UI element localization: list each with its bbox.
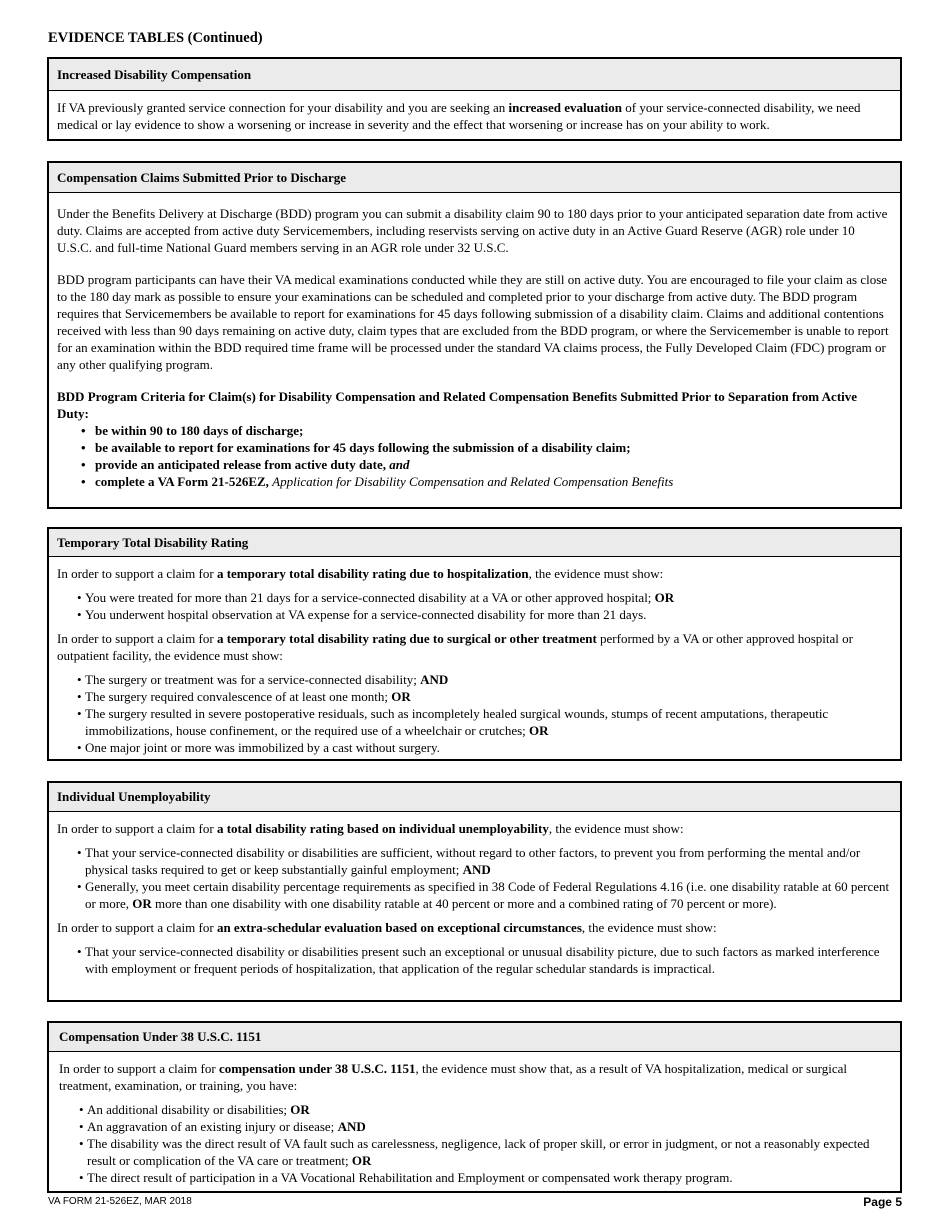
list-item xyxy=(57,456,892,473)
section-title-text: Compensation Under 38 U.S.C. 1151 xyxy=(59,1029,262,1044)
emphasis: and xyxy=(389,457,410,472)
paragraph xyxy=(57,630,892,664)
list-item xyxy=(57,473,892,490)
emphasis: AND xyxy=(420,672,449,687)
emphasis: a temporary total disability rating due to hospitalization xyxy=(216,566,529,581)
text: The surgery or treatment was for a service-connected disability; xyxy=(85,672,421,687)
section-body xyxy=(49,91,900,133)
text: The surgery required convalescence of at least one month; xyxy=(85,689,392,704)
section-title-text: Compensation Claims Submitted Prior to Discharge xyxy=(57,169,347,185)
list-item xyxy=(57,671,892,688)
criteria-list xyxy=(57,422,892,490)
evidence-list xyxy=(57,943,892,977)
text: In order to support a claim for xyxy=(59,1061,219,1076)
paragraph xyxy=(57,820,892,837)
emphasis: OR xyxy=(290,1102,310,1117)
evidence-list xyxy=(59,1101,892,1186)
emphasis: increased evaluation xyxy=(508,100,623,115)
list-item: • be within 90 to 180 days of discharge; xyxy=(57,422,892,439)
text: In order to support a claim for xyxy=(57,566,217,581)
section-increased-disability xyxy=(47,57,902,141)
list-item xyxy=(59,1135,892,1169)
text: performed by a VA or other approved hospital or outpatient facility, the evidence must show: xyxy=(57,631,853,663)
section-title xyxy=(49,59,900,91)
text: In order to support a claim for xyxy=(57,631,217,646)
list-item: • One major joint or more was immobilized by a cast without surgery. xyxy=(57,739,892,756)
list-item xyxy=(57,844,892,878)
evidence-list xyxy=(57,671,892,756)
list-item xyxy=(59,1101,892,1118)
section-title-text: Temporary Total Disability Rating xyxy=(57,534,249,550)
paragraph: BDD program participants can have their VA medical examinations conducted while they are still on active duty. You are encouraged to file your claim as close to the 180 day mark as possible to ensure your examinations can be scheduled and completed prior to your discharge from active duty. The BDD program requires that Servicemembers be available to report for examinations for 45 days following submission of a disability claim. Claims and additional contentions received with less than 90 days remaining on active duty, claim types that are excluded from the BDD program, or where the Servicemember is unable to report for an examination within the BDD required time frame will be processed under the standard VA claims process, the Fully Developed Claim (FDC) program or any other qualifying program. xyxy=(57,272,889,372)
text: , the evidence must show: xyxy=(581,920,717,935)
text: An additional disability or disabilities; xyxy=(87,1102,291,1117)
section-compensation-1151 xyxy=(47,1021,902,1193)
list-item: • You underwent hospital observation at VA expense for a service-connected disability for more than 21 days. xyxy=(57,606,892,623)
text: Generally, you meet certain disability percentage requirements as specified in 38 Code of Federal Regulations 4.16 (i.e. one disability ratable at 60 percent or more, xyxy=(85,879,890,911)
text: The disability was the direct result of VA fault such as carelessness, negligence, lack of proper skill, or error in judgment, or not a reasonably expected result or complication of the VA care or treatment; xyxy=(87,1136,870,1168)
text: In order to support a claim for xyxy=(57,920,217,935)
section-title-text: Increased Disability Compensation xyxy=(57,66,252,82)
list-item xyxy=(57,688,892,705)
section-title xyxy=(49,163,900,193)
page-number: Page 5 xyxy=(863,1195,902,1209)
emphasis: OR xyxy=(529,723,549,738)
form-identifier: VA FORM 21-526EZ, MAR 2018 xyxy=(48,1196,192,1207)
emphasis: a temporary total disability rating due to surgical or other treatment xyxy=(216,631,597,646)
emphasis: compensation under 38 U.S.C. 1151 xyxy=(218,1061,416,1076)
page-heading: EVIDENCE TABLES (Continued) xyxy=(48,30,263,46)
emphasis: an extra-schedular evaluation based on exceptional circumstances xyxy=(216,920,582,935)
text: , the evidence must show: xyxy=(548,821,684,836)
paragraph xyxy=(57,565,892,582)
text: The surgery resulted in severe postoperative residuals, such as incompletely healed surgical wounds, stumps of recent amputations, therapeutic immobilizations, house confinement, or the required use of a wheelchair or crutches; xyxy=(85,706,829,738)
list-item xyxy=(57,878,892,912)
paragraph xyxy=(57,99,892,133)
text: , the evidence must show: xyxy=(528,566,664,581)
list-item: • That your service-connected disability or disabilities present such an exceptional or unusual disability picture, due to such factors as marked interference with employment or frequent periods of hospitalization, that application of the regular schedular standards is impractical. xyxy=(57,943,892,977)
list-item: • be available to report for examinations for 45 days following the submission of a disability claim; xyxy=(57,439,892,456)
emphasis: OR xyxy=(132,896,152,911)
paragraph xyxy=(57,919,892,936)
emphasis: a total disability rating based on individual unemployability xyxy=(216,821,549,836)
section-title-text: Individual Unemployability xyxy=(57,789,211,804)
section-body xyxy=(49,812,900,977)
section-body xyxy=(49,557,900,756)
paragraph: Under the Benefits Delivery at Discharge (BDD) program you can submit a disability claim 90 to 180 days prior to your anticipated separation date from active duty. Claims are accepted from active duty Servicemembers, including reservists serving on active duty in an Active Guard Reserve (AGR) role under 10 U.S.C. and full-time National Guard members serving in an AGR role under 32 U.S.C. xyxy=(57,206,888,255)
text: of your service-connected disability, we need medical or lay evidence to show a worsening or increase in severity and the effect that worsening or increase has on your ability to work. xyxy=(57,100,861,132)
text: That your service-connected disability or disabilities are sufficient, without regard to other factors, to prevent you from performing the mental and/or physical tasks required to get or keep substantially gainful employment; xyxy=(85,845,861,877)
section-title xyxy=(49,783,900,812)
evidence-list xyxy=(57,589,892,623)
section-individual-unemployability xyxy=(47,781,902,1002)
list-item: • The direct result of participation in a VA Vocational Rehabilitation and Employment or compensated work therapy program. xyxy=(59,1169,892,1186)
emphasis: OR xyxy=(351,1153,372,1168)
text: more than one disability with one disability ratable at 40 percent or more and a combined rating of 70 percent or more). xyxy=(151,896,777,911)
emphasis: AND xyxy=(462,862,491,877)
form-title: Application for Disability Compensation and Related Compensation Benefits xyxy=(272,474,674,489)
section-title xyxy=(49,1023,900,1052)
text: complete a VA Form 21-526EZ, xyxy=(95,474,273,489)
list-item xyxy=(57,705,892,739)
criteria-title: BDD Program Criteria for Claim(s) for Disability Compensation and Related Compensation Benefits Submitted Prior to Separation from Active Duty: xyxy=(57,389,858,421)
paragraph xyxy=(59,1060,892,1094)
text: provide an anticipated release from active duty date, xyxy=(95,457,390,472)
section-body xyxy=(49,193,900,490)
list-item xyxy=(57,589,892,606)
text: An aggravation of an existing injury or disease; xyxy=(87,1119,338,1134)
emphasis: OR xyxy=(654,590,675,605)
list-item xyxy=(59,1118,892,1135)
text: You were treated for more than 21 days for a service-connected disability at a VA or other approved hospital; xyxy=(85,590,655,605)
section-body xyxy=(49,1052,900,1186)
text: If VA previously granted service connection for your disability and you are seeking an xyxy=(57,100,509,115)
emphasis: OR xyxy=(391,689,411,704)
evidence-list xyxy=(57,844,892,912)
text: In order to support a claim for xyxy=(57,821,217,836)
section-bdd-claims xyxy=(47,161,902,509)
text: , the evidence must show that, as a result of VA hospitalization, medical or surgical treatment, examination, or training, you have: xyxy=(59,1061,847,1093)
section-title xyxy=(49,529,900,557)
emphasis: AND xyxy=(337,1119,366,1134)
section-temporary-total xyxy=(47,527,902,761)
